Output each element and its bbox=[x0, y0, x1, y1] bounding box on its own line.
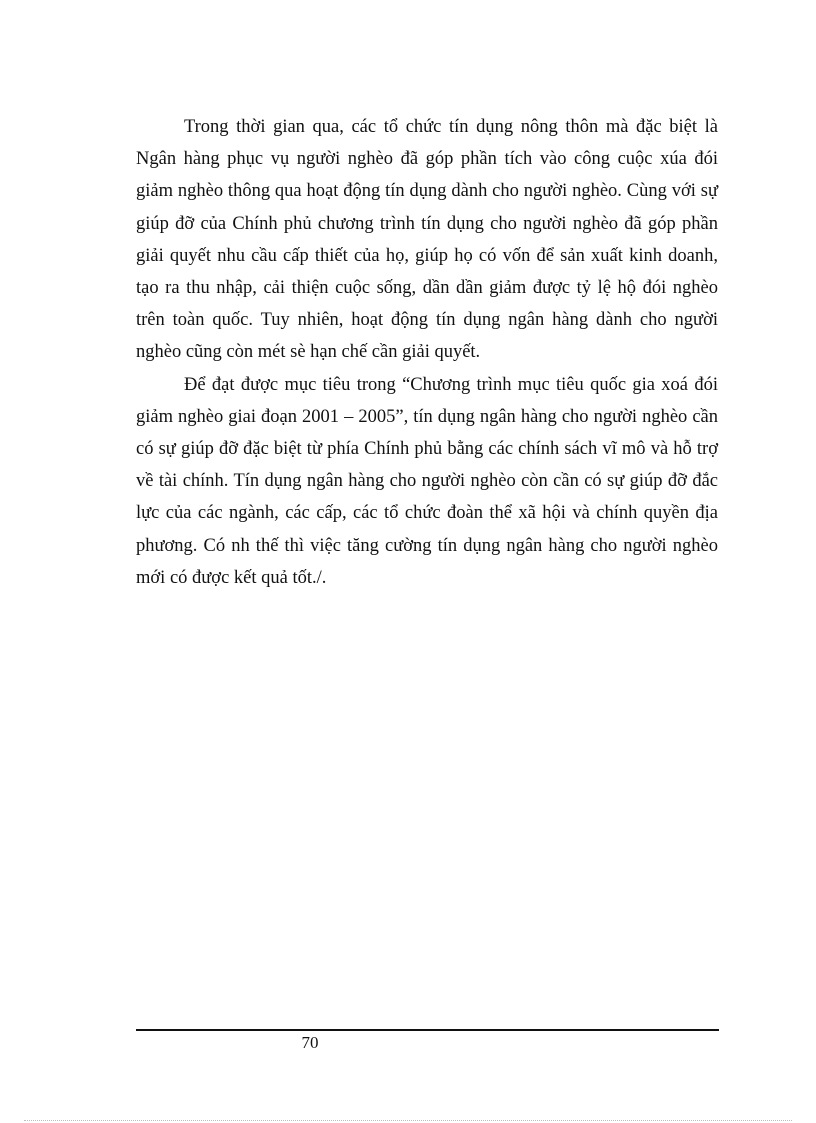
body-text bbox=[136, 111, 718, 594]
paragraph-1: Trong thời gian qua, các tổ chức tín dụng nông thôn mà đặc biệt là Ngân hàng phục vụ người nghèo đã góp phần tích vào công cuộc xúa đói giảm nghèo thông qua hoạt động tín dụng dành cho người nghèo. Cùng với sự giúp đỡ của Chính phủ chương trình tín dụng cho người nghèo đã góp phần giải quyết nhu cầu cấp thiết của họ, giúp họ có vốn để sản xuất kinh doanh, tạo ra thu nhập, cải thiện cuộc sống, dần dần giảm được tỷ lệ hộ đói nghèo trên toàn quốc. Tuy nhiên, hoạt động tín dụng ngân hàng dành cho người nghèo cũng còn mét sè hạn chế cần giải quyết. bbox=[136, 117, 718, 363]
paragraph-2: Để đạt được mục tiêu trong “Chương trình mục tiêu quốc gia xoá đói giảm nghèo giai đoạn 2001 – 2005”, tín dụng ngân hàng cho người nghèo cần có sự giúp đỡ đặc biệt từ phía Chính phủ bằng các chính sách vĩ mô và hỗ trợ về tài chính. Tín dụng ngân hàng cho người nghèo còn cần có sự giúp đỡ đắc lực của các ngành, các cấp, các tổ chức đoàn thể xã hội và chính quyền địa phương. Có nh thế thì việc tăng cường tín dụng ngân hàng cho người nghèo mới có được kết quả tốt./. bbox=[136, 374, 718, 588]
page-bottom-border bbox=[24, 1120, 792, 1121]
page-number: 70 bbox=[301, 1033, 319, 1052]
footer-rule bbox=[136, 1029, 719, 1031]
